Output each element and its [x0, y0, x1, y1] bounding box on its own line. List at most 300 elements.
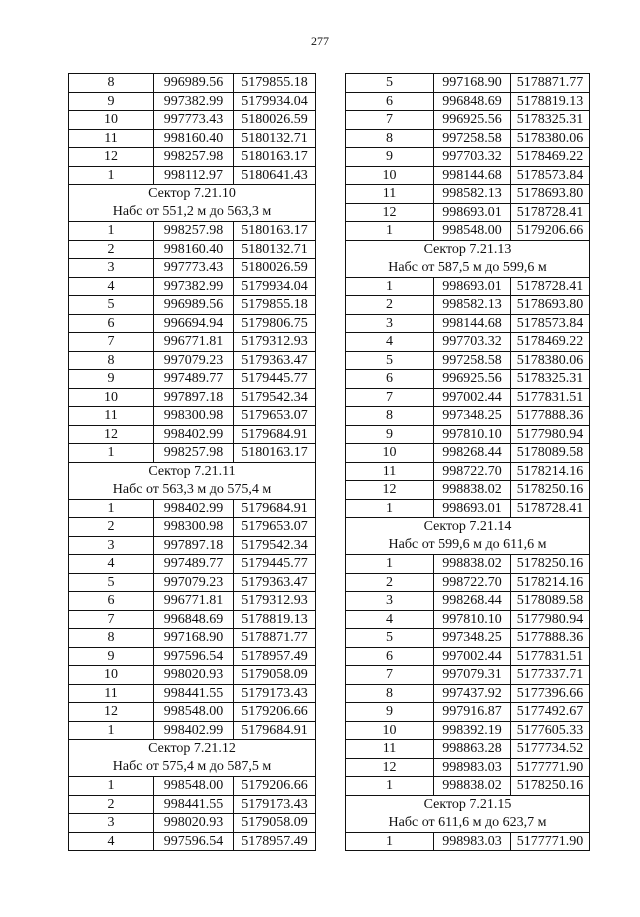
point-number: 9: [69, 370, 154, 388]
sector-title: Сектор 7.21.12: [148, 741, 236, 756]
y-coordinate: 5179684.91: [241, 500, 308, 516]
x-coordinate: 997703.32: [434, 333, 511, 351]
point-number: 5: [69, 574, 154, 592]
table-row: [69, 703, 315, 722]
table-row: [69, 389, 315, 408]
table-row: [346, 222, 589, 241]
height-range: Набс от 563,3 м до 575,4 м: [112, 481, 272, 497]
table-row: [69, 796, 315, 815]
table-row: [69, 296, 315, 315]
table-row: [69, 241, 315, 260]
y-coordinate: 5177492.67: [516, 704, 584, 719]
table-row: [69, 555, 315, 574]
table-row: [69, 111, 315, 130]
x-coordinate: 996771.81: [154, 333, 234, 351]
y-coordinate: 5180163.17: [241, 149, 308, 164]
point-number: 11: [346, 185, 434, 203]
table-row: [69, 592, 315, 611]
x-coordinate: 997258.58: [434, 352, 511, 370]
x-coordinate: 997002.44: [434, 648, 511, 666]
table-row: [69, 167, 315, 186]
height-range: Набс от 599,6 м до 611,6 м: [388, 537, 547, 552]
point-number: 11: [69, 130, 154, 148]
y-coordinate: 5178325.31: [516, 371, 584, 386]
x-coordinate: 997897.18: [154, 389, 234, 407]
table-row: [346, 278, 589, 297]
height-range: Набс от 611,6 м до 623,7 м: [388, 814, 547, 830]
point-number: 8: [346, 685, 434, 703]
table-row: [346, 500, 589, 519]
x-coordinate: 996771.81: [154, 592, 234, 610]
table-row: [69, 629, 315, 648]
x-coordinate: 997168.90: [154, 629, 234, 647]
height-range: Набс от 575,4 м до 587,5 м: [112, 759, 272, 774]
point-number: 5: [346, 74, 434, 92]
point-number: 12: [346, 481, 434, 499]
x-coordinate: 996848.69: [154, 611, 234, 629]
table-row: [346, 555, 589, 574]
y-coordinate: 5179684.91: [241, 426, 308, 442]
x-coordinate: 997079.31: [434, 666, 511, 684]
x-coordinate: 998020.93: [154, 666, 234, 684]
table-row: [69, 148, 315, 167]
table-row: [346, 93, 589, 112]
point-number: 9: [346, 148, 434, 166]
point-number: 7: [69, 333, 154, 351]
y-coordinate: 5180026.59: [241, 112, 308, 127]
x-coordinate: 998693.01: [434, 278, 511, 296]
y-coordinate: 5179806.75: [241, 315, 308, 331]
x-coordinate: 998983.03: [434, 833, 511, 851]
y-coordinate: 5180163.17: [241, 445, 308, 460]
y-coordinate: 5180132.71: [241, 130, 308, 146]
table-row: [69, 685, 315, 704]
table-row: [346, 740, 589, 759]
x-coordinate: 998112.97: [154, 167, 234, 185]
point-number: 8: [69, 629, 154, 647]
x-coordinate: 998300.98: [154, 407, 234, 425]
y-coordinate: 5177980.94: [516, 426, 584, 442]
point-number: 1: [69, 722, 154, 740]
table-row: [69, 74, 315, 93]
table-row: [346, 574, 589, 593]
table-row: [69, 426, 315, 445]
point-number: 11: [346, 740, 434, 758]
x-coordinate: 997810.10: [434, 611, 511, 629]
point-number: 1: [346, 278, 434, 296]
sector-heading: [346, 518, 589, 555]
point-number: 11: [346, 463, 434, 481]
table-row: [346, 370, 589, 389]
table-row: [69, 93, 315, 112]
x-coordinate: 997348.25: [434, 407, 511, 425]
table-row: [346, 833, 589, 852]
y-coordinate: 5178573.84: [516, 167, 584, 183]
y-coordinate: 5177771.90: [516, 759, 584, 775]
x-coordinate: 996925.56: [434, 111, 511, 129]
table-row: [346, 444, 589, 463]
y-coordinate: 5178380.06: [516, 352, 584, 368]
table-row: [69, 130, 315, 149]
table-row: [346, 296, 589, 315]
point-number: 1: [69, 167, 154, 185]
x-coordinate: 998722.70: [434, 463, 511, 481]
point-number: 10: [346, 444, 434, 462]
table-row: [69, 648, 315, 667]
x-coordinate: 998268.44: [434, 592, 511, 610]
x-coordinate: 998402.99: [154, 722, 234, 740]
point-number: 8: [69, 74, 154, 92]
x-coordinate: 998144.68: [434, 167, 511, 185]
point-number: 3: [69, 537, 154, 555]
y-coordinate: 5178728.41: [516, 500, 584, 516]
sector-title: Сектор 7.21.13: [423, 241, 512, 257]
y-coordinate: 5178469.22: [516, 334, 584, 349]
point-number: 2: [69, 518, 154, 536]
point-number: 4: [346, 611, 434, 629]
table-row: [69, 611, 315, 630]
x-coordinate: 997079.23: [154, 352, 234, 370]
x-coordinate: 998144.68: [434, 315, 511, 333]
table-row: [69, 370, 315, 389]
y-coordinate: 5178871.77: [516, 75, 584, 90]
y-coordinate: 5177888.36: [516, 408, 584, 423]
table-row: [346, 352, 589, 371]
point-number: 7: [346, 111, 434, 129]
y-coordinate: 5178089.58: [516, 593, 584, 608]
point-number: 6: [346, 648, 434, 666]
x-coordinate: 998983.03: [434, 759, 511, 777]
x-coordinate: 996989.56: [154, 296, 234, 314]
point-number: 10: [69, 389, 154, 407]
point-number: 6: [69, 592, 154, 610]
x-coordinate: 997002.44: [434, 389, 511, 407]
sector-title: Сектор 7.21.10: [148, 186, 236, 201]
x-coordinate: 997437.92: [434, 685, 511, 703]
point-number: 12: [69, 703, 154, 721]
sector-heading: [346, 796, 589, 833]
table-row: [69, 777, 315, 796]
x-coordinate: 998548.00: [434, 222, 511, 240]
table-row: [346, 130, 589, 149]
table-row: [69, 537, 315, 556]
x-coordinate: 998693.01: [434, 500, 511, 518]
y-coordinate: 5177337.71: [516, 667, 584, 682]
point-number: 2: [69, 241, 154, 259]
y-coordinate: 5178819.13: [516, 93, 584, 109]
point-number: 12: [69, 426, 154, 444]
table-row: [69, 259, 315, 278]
x-coordinate: 997703.32: [434, 148, 511, 166]
x-coordinate: 998160.40: [154, 130, 234, 148]
x-coordinate: 996848.69: [434, 93, 511, 111]
sector-title: Сектор 7.21.15: [423, 796, 512, 812]
point-number: 8: [346, 407, 434, 425]
y-coordinate: 5177605.33: [516, 722, 584, 738]
y-coordinate: 5177831.51: [516, 648, 584, 664]
x-coordinate: 996694.94: [154, 315, 234, 333]
x-coordinate: 998441.55: [154, 796, 234, 814]
table-row: [346, 592, 589, 611]
coordinates-table-left: [68, 73, 316, 851]
y-coordinate: 5178380.06: [516, 130, 584, 146]
table-row: [346, 759, 589, 778]
table-row: [346, 629, 589, 648]
x-coordinate: 998441.55: [154, 685, 234, 703]
table-row: [346, 426, 589, 445]
y-coordinate: 5177734.52: [516, 741, 584, 756]
y-coordinate: 5180026.59: [241, 260, 308, 275]
point-number: 10: [69, 666, 154, 684]
point-number: 9: [69, 93, 154, 111]
y-coordinate: 5177831.51: [516, 389, 584, 405]
point-number: 6: [69, 315, 154, 333]
y-coordinate: 5178325.31: [516, 112, 584, 127]
y-coordinate: 5178214.16: [516, 463, 584, 479]
point-number: 9: [346, 703, 434, 721]
point-number: 1: [346, 500, 434, 518]
point-number: 6: [346, 93, 434, 111]
sector-heading: [346, 241, 589, 278]
point-number: 1: [346, 777, 434, 795]
y-coordinate: 5180132.71: [241, 241, 308, 257]
table-row: [346, 167, 589, 186]
y-coordinate: 5178250.16: [516, 556, 584, 571]
table-row: [69, 278, 315, 297]
table-row: [346, 333, 589, 352]
table-row: [346, 685, 589, 704]
table-row: [346, 481, 589, 500]
table-row: [346, 315, 589, 334]
table-row: [69, 666, 315, 685]
y-coordinate: 5178573.84: [516, 315, 584, 331]
table-row: [69, 333, 315, 352]
point-number: 1: [69, 444, 154, 462]
y-coordinate: 5179058.09: [241, 667, 308, 682]
table-row: [346, 74, 589, 93]
point-number: 8: [69, 352, 154, 370]
x-coordinate: 997382.99: [154, 93, 234, 111]
y-coordinate: 5177888.36: [516, 630, 584, 645]
point-number: 3: [346, 592, 434, 610]
y-coordinate: 5178957.49: [241, 833, 308, 849]
x-coordinate: 997079.23: [154, 574, 234, 592]
y-coordinate: 5179312.93: [241, 334, 308, 349]
y-coordinate: 5179058.09: [241, 815, 308, 830]
x-coordinate: 997596.54: [154, 833, 234, 851]
y-coordinate: 5178214.16: [516, 574, 584, 590]
y-coordinate: 5179363.47: [241, 352, 308, 368]
y-coordinate: 5180641.43: [241, 167, 308, 183]
point-number: 3: [69, 259, 154, 277]
y-coordinate: 5179934.04: [241, 93, 308, 109]
y-coordinate: 5178250.16: [516, 482, 584, 497]
height-range: Набс от 587,5 м до 599,6 м: [388, 259, 547, 275]
x-coordinate: 998838.02: [434, 481, 511, 499]
point-number: 9: [346, 426, 434, 444]
table-row: [346, 185, 589, 204]
table-row: [346, 148, 589, 167]
x-coordinate: 998722.70: [434, 574, 511, 592]
table-row: [69, 722, 315, 741]
y-coordinate: 5178693.80: [516, 297, 584, 312]
x-coordinate: 998402.99: [154, 426, 234, 444]
table-row: [69, 222, 315, 241]
x-coordinate: 998693.01: [434, 204, 511, 222]
y-coordinate: 5178728.41: [516, 204, 584, 220]
x-coordinate: 998257.98: [154, 444, 234, 462]
x-coordinate: 997916.87: [434, 703, 511, 721]
y-coordinate: 5179855.18: [241, 75, 308, 90]
point-number: 7: [69, 611, 154, 629]
x-coordinate: 998548.00: [154, 703, 234, 721]
y-coordinate: 5179445.77: [241, 371, 308, 386]
point-number: 8: [346, 130, 434, 148]
y-coordinate: 5179173.43: [241, 796, 308, 812]
x-coordinate: 998582.13: [434, 185, 511, 203]
y-coordinate: 5177771.90: [516, 833, 584, 849]
y-coordinate: 5179206.66: [241, 778, 308, 793]
x-coordinate: 997168.90: [434, 74, 511, 92]
x-coordinate: 998582.13: [434, 296, 511, 314]
point-number: 3: [346, 315, 434, 333]
y-coordinate: 5179445.77: [241, 556, 308, 571]
table-row: [69, 315, 315, 334]
point-number: 10: [69, 111, 154, 129]
y-coordinate: 5180163.17: [241, 223, 308, 238]
table-row: [69, 500, 315, 519]
point-number: 1: [69, 222, 154, 240]
point-number: 4: [69, 833, 154, 851]
y-coordinate: 5177980.94: [516, 611, 584, 627]
table-row: [69, 352, 315, 371]
x-coordinate: 997258.58: [434, 130, 511, 148]
point-number: 1: [346, 555, 434, 573]
sector-title: Сектор 7.21.14: [423, 519, 512, 534]
y-coordinate: 5179542.34: [241, 537, 308, 553]
x-coordinate: 998300.98: [154, 518, 234, 536]
x-coordinate: 997382.99: [154, 278, 234, 296]
point-number: 5: [346, 629, 434, 647]
x-coordinate: 997596.54: [154, 648, 234, 666]
x-coordinate: 997773.43: [154, 111, 234, 129]
x-coordinate: 998863.28: [434, 740, 511, 758]
y-coordinate: 5179855.18: [241, 297, 308, 312]
y-coordinate: 5179206.66: [516, 223, 584, 238]
x-coordinate: 998392.19: [434, 722, 511, 740]
y-coordinate: 5179684.91: [241, 722, 308, 738]
y-coordinate: 5179653.07: [241, 408, 308, 423]
sector-heading: [69, 463, 315, 500]
height-range: Набс от 551,2 м до 563,3 м: [112, 204, 272, 219]
point-number: 1: [69, 500, 154, 518]
table-row: [346, 722, 589, 741]
y-coordinate: 5178693.80: [516, 186, 584, 201]
point-number: 11: [69, 407, 154, 425]
y-coordinate: 5178728.41: [516, 278, 584, 294]
table-row: [346, 703, 589, 722]
y-coordinate: 5178089.58: [516, 445, 584, 460]
y-coordinate: 5179934.04: [241, 278, 308, 294]
point-number: 12: [346, 759, 434, 777]
point-number: 5: [346, 352, 434, 370]
table-row: [346, 111, 589, 130]
point-number: 12: [346, 204, 434, 222]
x-coordinate: 998020.93: [154, 814, 234, 832]
y-coordinate: 5179363.47: [241, 574, 308, 590]
point-number: 4: [346, 333, 434, 351]
table-row: [346, 777, 589, 796]
x-coordinate: 997810.10: [434, 426, 511, 444]
y-coordinate: 5179173.43: [241, 685, 308, 701]
point-number: 7: [346, 389, 434, 407]
point-number: 1: [69, 777, 154, 795]
y-coordinate: 5178871.77: [241, 630, 308, 645]
x-coordinate: 998257.98: [154, 148, 234, 166]
x-coordinate: 996989.56: [154, 74, 234, 92]
table-row: [346, 666, 589, 685]
y-coordinate: 5179653.07: [241, 519, 308, 534]
x-coordinate: 998548.00: [154, 777, 234, 795]
y-coordinate: 5178819.13: [241, 611, 308, 627]
table-row: [69, 814, 315, 833]
point-number: 10: [346, 722, 434, 740]
x-coordinate: 997489.77: [154, 370, 234, 388]
coordinates-table-right: [345, 73, 590, 851]
x-coordinate: 998257.98: [154, 222, 234, 240]
x-coordinate: 998402.99: [154, 500, 234, 518]
point-number: 1: [346, 222, 434, 240]
x-coordinate: 997773.43: [154, 259, 234, 277]
table-row: [69, 518, 315, 537]
y-coordinate: 5179312.93: [241, 593, 308, 608]
table-row: [69, 574, 315, 593]
point-number: 10: [346, 167, 434, 185]
x-coordinate: 998838.02: [434, 777, 511, 795]
point-number: 6: [346, 370, 434, 388]
table-row: [346, 463, 589, 482]
x-coordinate: 997489.77: [154, 555, 234, 573]
point-number: 4: [69, 555, 154, 573]
table-row: [346, 407, 589, 426]
point-number: 2: [346, 574, 434, 592]
x-coordinate: 997897.18: [154, 537, 234, 555]
point-number: 2: [346, 296, 434, 314]
page-number: 277: [311, 34, 329, 48]
y-coordinate: 5179206.66: [241, 704, 308, 719]
point-number: 5: [69, 296, 154, 314]
y-coordinate: 5178957.49: [241, 648, 308, 664]
sector-heading: [69, 740, 315, 777]
point-number: 7: [346, 666, 434, 684]
sector-title: Сектор 7.21.11: [148, 463, 236, 479]
table-row: [69, 833, 315, 852]
point-number: 12: [69, 148, 154, 166]
y-coordinate: 5178469.22: [516, 149, 584, 164]
table-row: [346, 204, 589, 223]
x-coordinate: 998268.44: [434, 444, 511, 462]
table-row: [346, 611, 589, 630]
sector-heading: [69, 185, 315, 222]
y-coordinate: 5179542.34: [241, 389, 308, 405]
x-coordinate: 998838.02: [434, 555, 511, 573]
table-row: [346, 389, 589, 408]
y-coordinate: 5177396.66: [516, 685, 584, 701]
y-coordinate: 5178250.16: [516, 778, 584, 793]
table-row: [346, 648, 589, 667]
point-number: 9: [69, 648, 154, 666]
x-coordinate: 998160.40: [154, 241, 234, 259]
